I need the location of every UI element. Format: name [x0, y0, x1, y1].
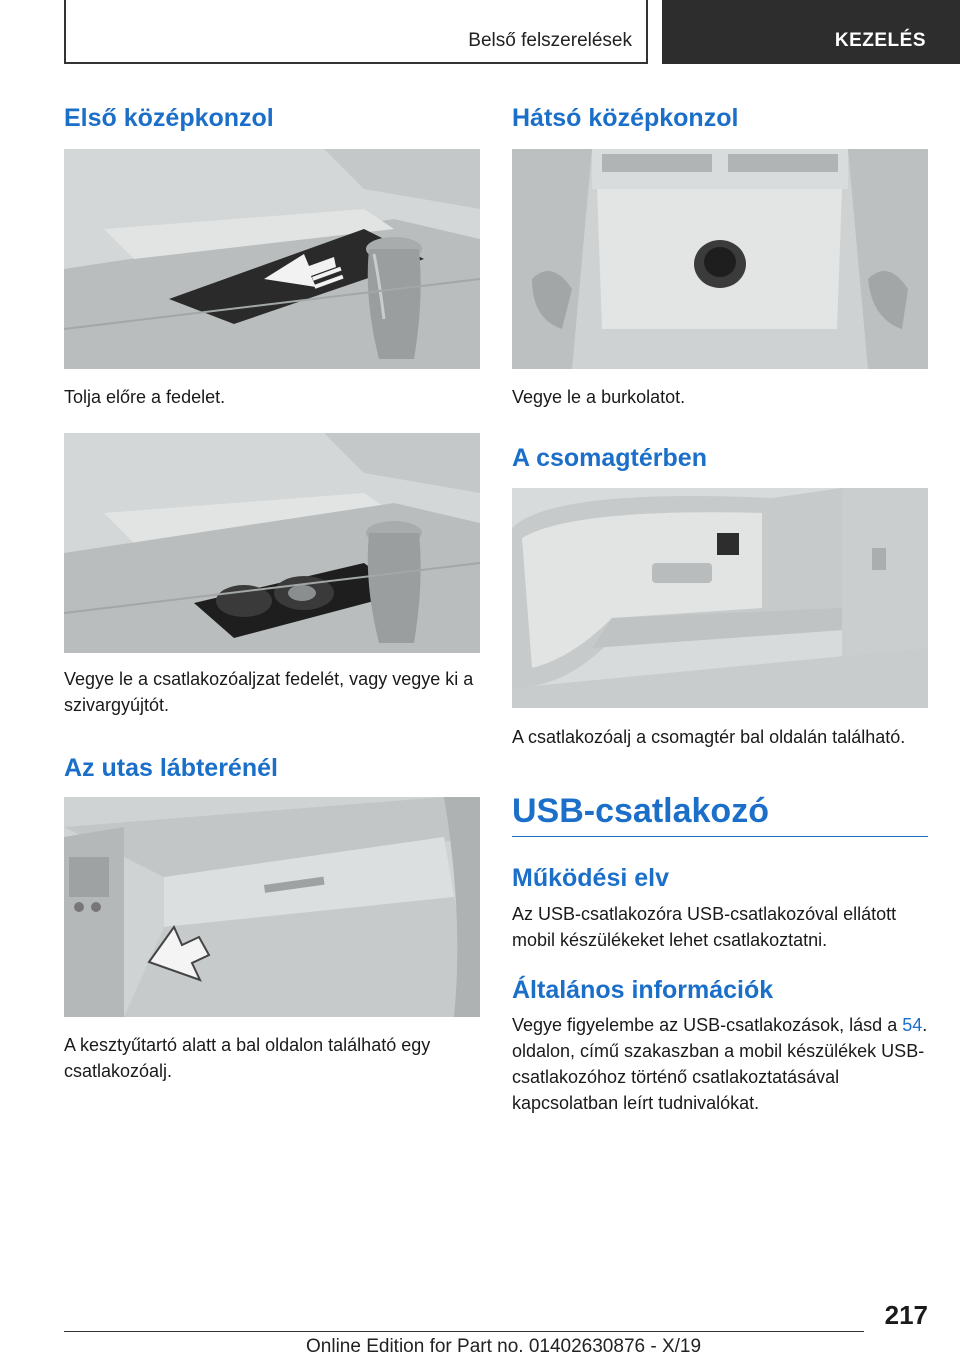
header-section-box: [64, 0, 648, 64]
text-general-part-1: Vegye figyelembe az USB-csatlakozások, lásd a: [512, 1015, 903, 1035]
text-general-information: [512, 1012, 928, 1116]
caption-passenger-footwell: A kesztyűtartó alatt a bal oldalon található egy csatlakozóalj.: [64, 1035, 431, 1081]
heading-rear-console: Hátsó középkonzol: [512, 104, 739, 132]
heading-usb-connector: USB-csatlakozó: [512, 792, 769, 830]
page-number: 217: [884, 1300, 928, 1330]
heading-passenger-footwell: Az utas lábterénél: [64, 754, 278, 782]
footer-rule: [64, 1331, 864, 1332]
figure-rear-console: [512, 149, 928, 369]
usb-heading-rule: [512, 836, 928, 837]
caption-front-console-1: Tolja előre a fedelet.: [64, 387, 226, 407]
figure-front-console-socket: [64, 433, 480, 653]
heading-trunk: A csomagtérben: [512, 444, 707, 472]
heading-operating-principle: Működési elv: [512, 864, 669, 892]
heading-general-information: Általános információk: [512, 976, 774, 1004]
header-chapter-title: KEZELÉS: [834, 30, 926, 51]
header-section-title: Belső felszerelések: [468, 30, 632, 51]
caption-rear-console: Vegye le a burkolatot.: [512, 387, 686, 407]
page-link-54[interactable]: 54: [902, 1015, 923, 1035]
caption-trunk: A csatlakozóalj a csomagtér bal oldalán található.: [512, 727, 906, 747]
figure-front-console-cover: [64, 149, 480, 369]
footer-edition: Online Edition for Part no. 01402630876 - X/19: [306, 1336, 702, 1357]
figure-trunk: [512, 488, 928, 708]
text-general-part-2: . oldalon, című szakaszban a mobil készülékek USB-csatlakozóhoz történő csatlakoztatásával kapcsolatban leírt tudnivalókat.: [512, 1015, 928, 1113]
figure-passenger-footwell: [64, 797, 480, 1017]
heading-front-console: Első középkonzol: [64, 104, 274, 132]
header-chapter-box: [662, 0, 960, 64]
caption-front-console-2: Vegye le a csatlakozóaljzat fedelét, vagy vegye ki a szivargyújtót.: [64, 669, 474, 715]
text-operating-principle: Az USB-csatlakozóra USB-csatlakozóval ellátott mobil készülékeket lehet csatlakoztatni.: [512, 904, 897, 950]
